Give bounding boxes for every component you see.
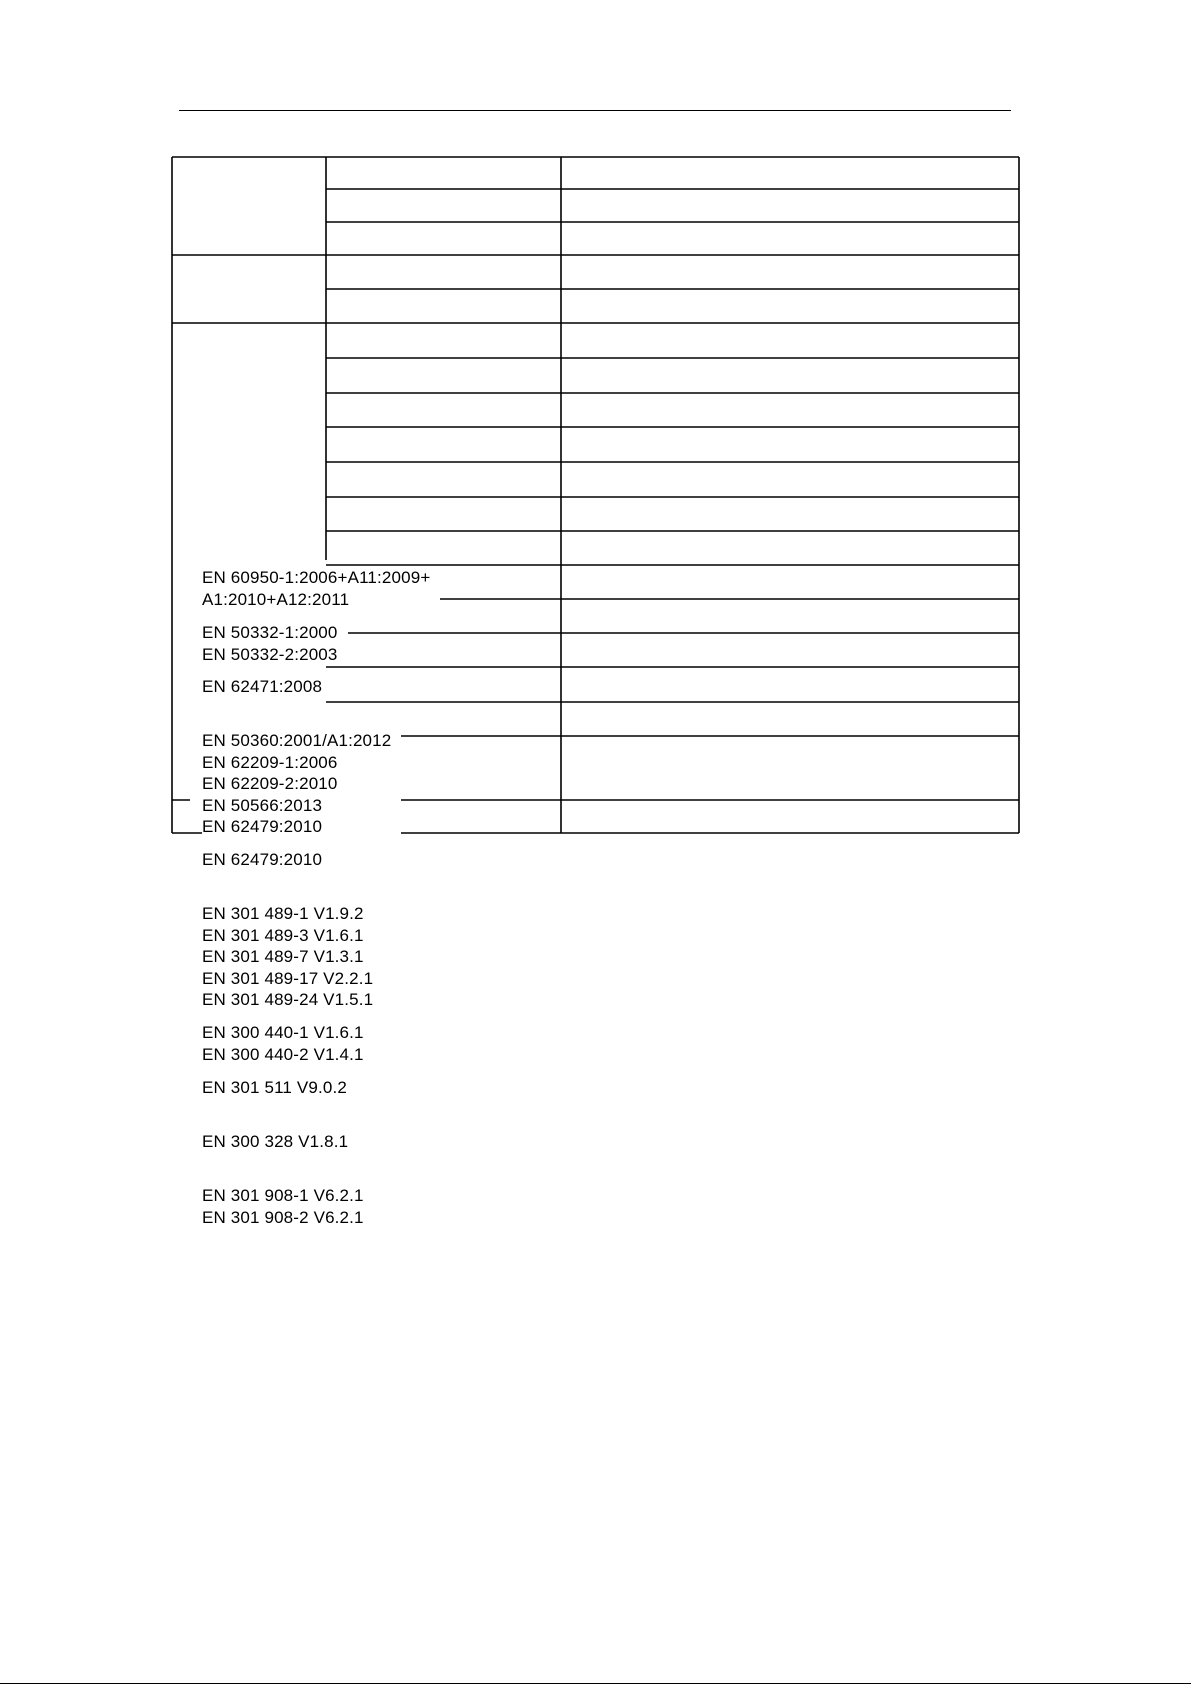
standard-group-wideband: [202, 1131, 358, 1153]
standard-group-emc: [202, 903, 383, 1011]
standard-line: EN 50566:2013: [202, 795, 323, 815]
standard-line: EN 62471:2008: [202, 677, 323, 696]
standard-line: EN 62479:2010: [202, 850, 323, 869]
standard-group-imt: [202, 1185, 374, 1228]
standard-line: EN 62209-2:2010: [202, 774, 338, 793]
standard-line: EN 301 489-1 V1.9.2: [202, 904, 364, 923]
standard-line: EN 301 908-1 V6.2.1: [202, 1186, 364, 1205]
standard-line: EN 301 489-24 V1.5.1: [202, 990, 374, 1009]
standard-line: EN 50360:2001/A1:2012: [202, 731, 392, 750]
standard-group-low-power: [202, 849, 332, 871]
standard-line: EN 301 489-17 V2.2.1: [202, 968, 374, 988]
standard-line: EN 300 440-1 V1.6.1: [202, 1023, 364, 1042]
standard-line: EN 300 328 V1.8.1: [202, 1132, 349, 1151]
standard-line: EN 301 908-2 V6.2.1: [202, 1207, 364, 1227]
standard-line: EN 301 511 V9.0.2: [202, 1078, 347, 1097]
standard-group-gsm: [202, 1077, 357, 1099]
standard-line: EN 300 440-2 V1.4.1: [202, 1044, 364, 1064]
standard-line: EN 50332-2:2003: [202, 644, 338, 664]
standard-group-safety: [202, 567, 440, 610]
standard-line: EN 62209-1:2006: [202, 752, 338, 772]
standard-line: EN 62479:2010: [202, 817, 323, 836]
standard-line: EN 301 489-3 V1.6.1: [202, 925, 364, 945]
standard-line: EN 50332-1:2000: [202, 623, 338, 642]
standard-group-headphones: [202, 622, 348, 665]
standard-group-photobiological: [202, 676, 332, 698]
standard-group-srd: [202, 1022, 374, 1065]
standard-line: EN 301 489-7 V1.3.1: [202, 947, 364, 966]
standard-line: EN 60950-1:2006+A11:2009+: [202, 568, 431, 587]
standard-group-sar: [202, 730, 401, 838]
standard-line: A1:2010+A12:2011: [202, 589, 350, 609]
page-bottom-edge: [0, 1683, 1191, 1684]
